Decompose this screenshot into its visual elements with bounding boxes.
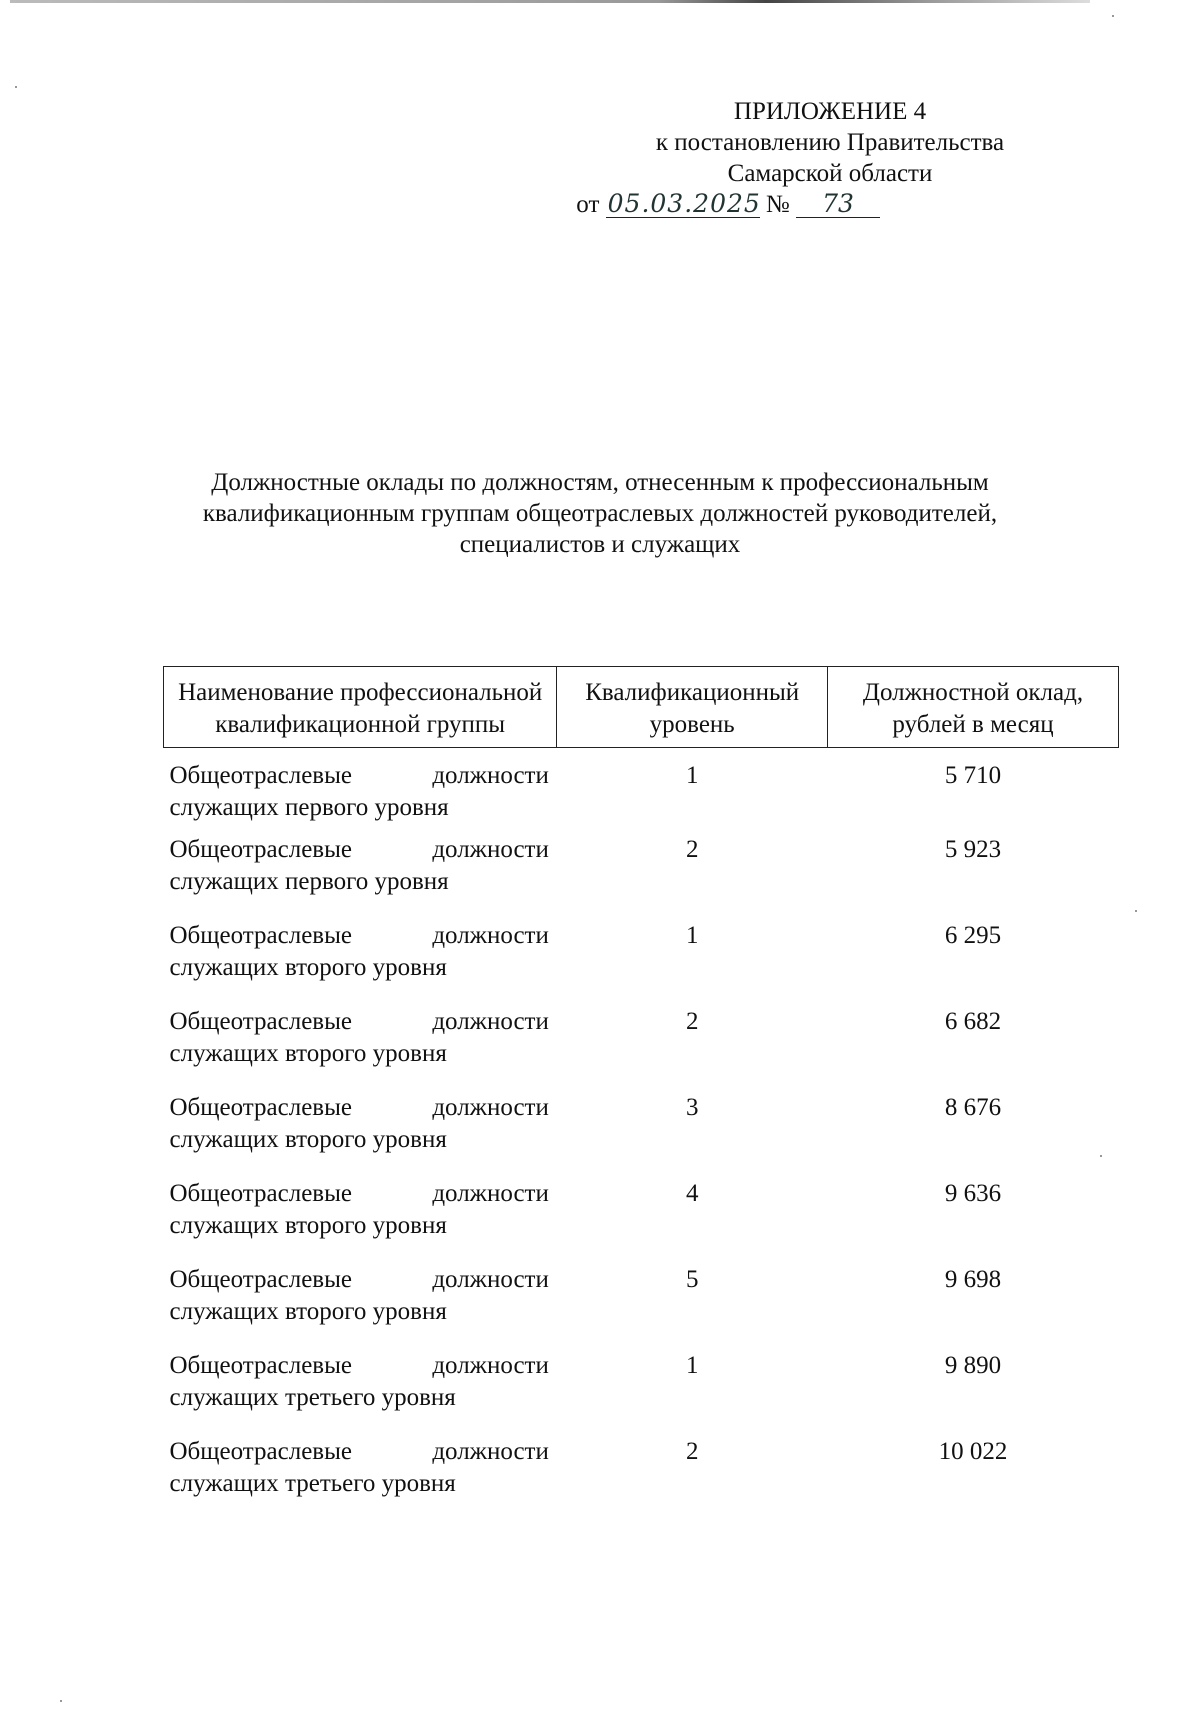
group-name-cell [164,1264,557,1350]
group-name-line [170,1264,549,1296]
scan-speck [60,1700,62,1702]
group-name-line [170,834,549,866]
qualification-level-cell: 2 [685,1008,699,1035]
salary-cell: 10 022 [938,1438,1008,1465]
table-row [164,1350,1119,1436]
group-name-word: должности [432,922,549,949]
group-name-word: должности [432,762,549,789]
group-name-level-text: служащих второго уровня [169,1212,447,1239]
group-name-word: должности [432,1438,549,1465]
group-name-line [170,1178,549,1210]
table-row [164,1006,1119,1092]
column-header-group-name: Наименование профессиональной квалификационной группы [164,667,557,748]
table-row [164,1264,1119,1350]
appendix-reference: к постановлению Правительства [655,129,1005,156]
table-body [164,748,1119,1523]
group-name-level-text: служащих третьего уровня [169,1470,456,1497]
group-name-line [170,1436,549,1468]
date-prefix: от [576,191,600,218]
group-name-cell [164,1436,557,1522]
group-name-line [170,1350,549,1382]
salary-cell: 6 682 [944,1008,1002,1035]
table-header-row [164,667,1119,748]
group-name-cell [164,1350,557,1436]
group-name-word: Общеотраслевые [169,1266,352,1293]
group-name-word: Общеотраслевые [169,922,352,949]
group-name-cell [164,1006,557,1092]
salary-cell: 5 710 [944,762,1002,789]
group-name-word: Общеотраслевые [169,836,352,863]
qualification-level-cell: 5 [685,1266,699,1293]
group-name-word: Общеотраслевые [169,1438,352,1465]
scan-speck [1135,910,1137,912]
group-name-level-text: служащих первого уровня [169,868,449,895]
salary-cell: 6 295 [944,922,1002,949]
table-row [164,1436,1119,1522]
group-name-cell [164,1092,557,1178]
document-title-line: Должностные оклады по должностям, отнесенным к профессиональным [211,469,989,496]
qualification-level-cell: 2 [685,1438,699,1465]
group-name-word: Общеотраслевые [169,762,352,789]
table-row [164,1092,1119,1178]
qualification-level-cell: 1 [685,922,699,949]
group-name-level-text: служащих третьего уровня [169,1384,456,1411]
group-name-word: Общеотраслевые [169,1352,352,1379]
group-name-cell [164,920,557,1006]
handwritten-date: 05.03.2025 [607,189,761,218]
appendix-header [500,96,1020,220]
group-name-word: должности [432,1352,549,1379]
group-name-word: Общеотраслевые [169,1094,352,1121]
table-row [164,920,1119,1006]
group-name-word: Общеотраслевые [169,1180,352,1207]
group-name-line [170,1092,549,1124]
scan-speck [1112,15,1114,17]
group-name-level-text: служащих второго уровня [169,1040,447,1067]
table-row [164,834,1119,920]
group-name-level-text: служащих второго уровня [169,954,447,981]
salary-cell: 9 698 [944,1266,1002,1293]
group-name-word: должности [432,1008,549,1035]
group-name-word: должности [432,1180,549,1207]
scan-speck [15,86,17,88]
table-row [164,1178,1119,1264]
document-title [150,467,1050,560]
column-header-salary: Должностной оклад, рублей в месяц [828,667,1119,748]
group-name-level-text: служащих первого уровня [169,794,449,821]
salary-cell: 5 923 [944,836,1002,863]
group-name-word: Общеотраслевые [169,1008,352,1035]
appendix-date-line [500,189,880,220]
group-name-level-text: служащих второго уровня [169,1298,447,1325]
qualification-level-cell: 1 [685,1352,699,1379]
salary-table [163,666,1119,1522]
document-title-line: специалистов и служащих [459,531,741,558]
group-name-cell [164,834,557,920]
group-name-line [170,920,549,952]
group-name-word: должности [432,1266,549,1293]
group-name-level-text: служащих второго уровня [169,1126,447,1153]
qualification-level-cell: 2 [685,836,699,863]
group-name-cell [164,1178,557,1264]
salary-cell: 9 636 [944,1180,1002,1207]
number-sign: № [765,191,790,218]
qualification-level-cell: 3 [685,1094,699,1121]
appendix-region: Самарской области [727,160,933,187]
qualification-level-cell: 1 [685,762,699,789]
appendix-text [630,96,1030,189]
column-header-level: Квалификационный уровень [557,667,828,748]
salary-cell: 9 890 [944,1352,1002,1379]
group-name-cell [164,748,557,835]
salary-cell: 8 676 [944,1094,1002,1121]
group-name-word: должности [432,1094,549,1121]
group-name-line [170,1006,549,1038]
appendix-title: ПРИЛОЖЕНИЕ 4 [733,98,927,125]
group-name-word: должности [432,836,549,863]
table-row [164,748,1119,835]
scan-edge [10,0,1090,3]
handwritten-number: 73 [796,191,880,218]
group-name-line [170,760,549,792]
document-title-line: квалификационным группам общеотраслевых должностей руководителей, [202,500,998,527]
qualification-level-cell: 4 [685,1180,699,1207]
